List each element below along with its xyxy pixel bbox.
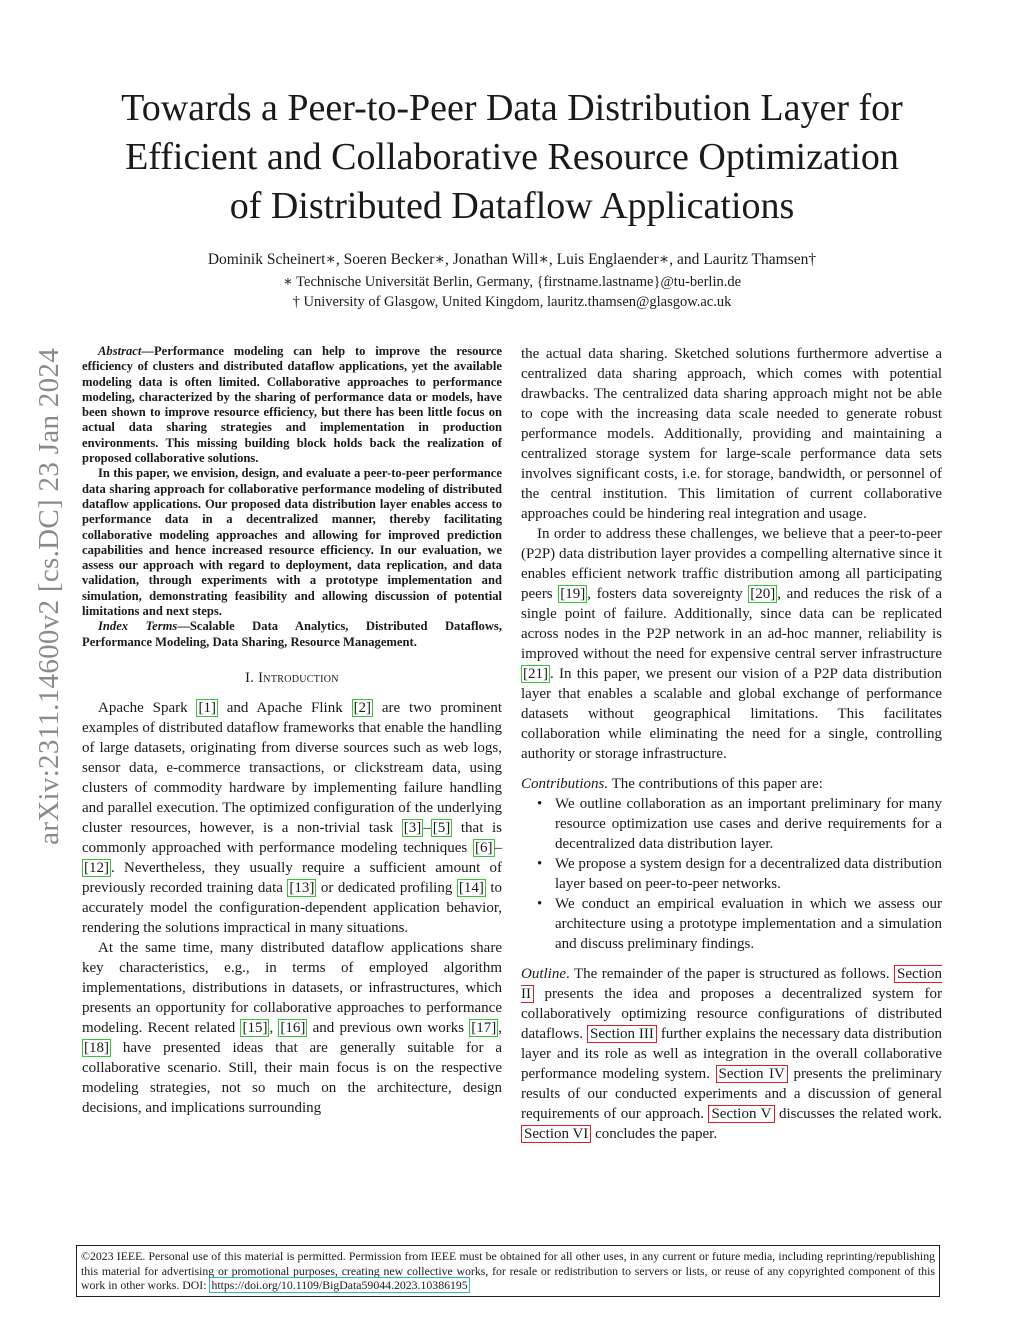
paper-title [60,84,964,231]
outline-label: Outline [521,966,566,982]
section-title: Introduction [258,669,339,686]
title-line: of Distributed Dataflow Applications [229,185,795,227]
citation-link[interactable]: [21] [523,666,548,682]
section-link[interactable]: Section III [587,1025,657,1043]
citation-link[interactable]: [18] [84,1039,109,1056]
title-line: Towards a Peer-to-Peer Data Distribution Layer for [121,87,903,129]
section-heading [82,668,502,688]
citation-link[interactable]: [20] [750,586,776,602]
abstract-paragraph: In this paper, we envision, design, and evaluate a peer-to-peer performance data sharing approach for collaborative performance modeling of distributed dataflow applications. Our proposed data distribution layer enables access to performance data in a decentralized manner, thereby facilitating collaborative modeling approaches and allowing for improved prediction capabilities and hence increased resource efficiency. In our evaluation, we assess our approach with regard to deployment, data replication, and data validation, through experiments with a prototype implementation and simulation, demonstrating feasibility and allowing discussion of potential limitations and next steps. [82,466,502,619]
abstract-paragraph: Performance modeling can help to improve the resource efficiency of clusters and distributed dataflow applications, yet the available modeling data is often limited. Collaborative approaches to performance modeling, characterized by the sharing of performance data or models, have been shown to improve resource efficiency, but there has been little focus on actual data sharing strategies and implementation in production environments. This missing building block holds back the realization of proposed collaborative solutions. [82,344,502,466]
intro-paragraph: At the same time, many distributed dataflow applications share key characteristics, e.g., in terms of employed algorithm implementations, distributions in datasets, or infrastructures, which presents an opportunity for collaborative approaches to performance modeling. Recent related [15] , [16] and previous own works [17] , [18] have presented ideas that are generally suitable for a collaborative scenario. Still, their main focus is on the respective modeling strategies, not so much on the architecture, design decisions, and implications surrounding [82,939,502,1116]
citation-link[interactable]: [13] [289,879,315,896]
index-terms: Index Terms—Scalable Data Analytics, Distributed Dataflows, Performance Modeling, Data Sharing, Resource Management. [82,619,502,649]
section-link[interactable]: Section V [708,1105,774,1123]
citation-link[interactable]: [5] [432,819,451,836]
doi-link[interactable]: https://doi.org/10.1109/BigData59044.2023.10386195 [211,1278,468,1293]
citation-link[interactable]: [16] [280,1019,306,1036]
citation-link[interactable]: [19] [560,586,586,602]
citation-link[interactable]: [1] [198,699,216,716]
list-item: • We outline collaboration as an important preliminary for many resource optimization use cases and derive requirements for a decentralized data distribution layer. [555,794,942,854]
citation-link[interactable]: [14] [458,879,484,896]
section-link[interactable]: Section II [521,966,942,1002]
citation-link[interactable]: [12] [84,859,109,876]
intro-paragraph-continued: the actual data sharing. Sketched solutions furthermore advertise a centralized data sharing approach, which comes with potential drawbacks. The centralized data sharing approach might not be able to cope with the increasing data scale needed to generate robust performance models. Additionally, providing and maintaining a centralized storage system for large-scale performance data sets involves significant costs, i.e. for storage, bandwidth, or personnel of the central institution. This limitation of current collaborative approaches could be hindering real integration and usage. [521,346,942,522]
affiliation-glasgow: † University of Glasgow, United Kingdom, lauritz.thamsen@glasgow.ac.uk [292,294,732,310]
left-column [82,344,502,1118]
section-link[interactable]: Section IV [716,1065,788,1083]
citation-link[interactable]: [6] [475,839,493,856]
affiliation-tu-berlin: ∗ Technische Universität Berlin, Germany, {firstname.lastname}@tu-berlin.de [282,274,742,290]
right-column [521,344,942,1144]
citation-link[interactable]: [17] [471,1019,497,1036]
index-terms-label: Index Terms [98,619,178,634]
author-list: Dominik Scheinert∗, Soeren Becker∗, Jonathan Will∗, Luis Englaender∗, and Lauritz Thamsen† [207,251,817,268]
list-item: • We propose a system design for a decentralized data distribution layer based on peer-to-peer networks. [555,854,942,894]
outline-paragraph: Outline. The remainder of the paper is structured as follows. Section II presents the idea and proposes a decentralized system for collaboratively optimizing resource configurations of distributed dataflows. Section III further explains the necessary data distribution layer and its role as well as integration in the overall collaborative performance modeling system. Section IV presents the preliminary results of our conducted experiments and a discussion of general requirements of our approach. Section V discusses the related work. Section VI concludes the paper. [521,966,943,1142]
intro-paragraph: In order to address these challenges, we believe that a peer-to-peer (P2P) data distribution layer provides a compelling alternative since it enables efficient network traffic distribution among all participating peers [19] , fosters data sovereignty [20] , and reduces the risk of a single point of failure. Additionally, since data can be replicated across nodes in the P2P network in an ad-hoc manner, reliability is improved without the need for expensive central server infrastructure [21] . In this paper, we present our vision of a P2P data distribution layer that enables a scalable and global exchange of performance datasets without geographical limitations. This facilitates collaboration while eliminating the need for a single, controlling authority or storage infrastructure. [521,526,942,762]
contributions-list [521,794,942,954]
arxiv-id: arXiv:2311.14600v2 [cs.DC] 23 Jan 2024 [33,348,65,845]
list-item: • We conduct an empirical evaluation in which we assess our architecture using a prototype implementation and a simulation and discuss preliminary findings. [555,894,942,954]
citation-link[interactable]: [15] [242,1019,268,1036]
section-numeral: I. [245,669,255,686]
copyright-notice: ©2023 IEEE. Personal use of this material is permitted. Permission from IEEE must be obtained for all other uses, in any current or future media, including reprinting/republishing this material for advertising or promotional purposes, creating new collective works, for resale or redistribution to servers or lists, or reuse of any copyrighted component of this work in other works. DOI: https://doi.org/10.1109/BigData59044.2023.10386195 [76,1245,940,1297]
arxiv-stamp [14,348,74,948]
intro-paragraph: Apache Spark [1] and Apache Flink [2] are two prominent examples of distributed dataflow frameworks that enable the handling of large datasets, originating from diverse sources such as web logs, sensor data, e-commerce transactions, or clickstream data, using clusters of commodity hardware by implementing failure handling and parallel execution. The optimized configuration of the underlying cluster resources, however, is a non-trivial task [3] – [5] that is commonly approached with performance modeling techniques [6] –[12] . Nevertheless, they usually require a sufficient amount of previously recorded training data [13] or dedicated profiling [14] to accurately model the configuration-dependent application behavior, rendering the solutions impractical in many situations. [82,699,502,936]
contributions-label: Contributions. [521,776,609,792]
title-line: Efficient and Collaborative Resource Optimization [125,136,899,178]
abstract: Abstract—Performance modeling can help to improve the resource efficiency of clusters and distributed dataflow applications, yet the available modeling data is often limited. Collaborative approaches to performance modeling, characterized by the sharing of performance data or models, have been shown to improve resource efficiency, but there has been little focus on actual data sharing strategies and implementation in production environments. This missing building block holds back the realization of proposed collaborative solutions. In this paper, we envision, design, and evaluate a peer-to-peer performance data sharing approach for collaborative performance modeling of distributed dataflow applications. Our proposed data distribution layer enables access to performance data in a decentralized manner, thereby facilitating collaborative modeling approaches and allowing for improved prediction capabilities and hence increased resource efficiency. In our evaluation, we assess our approach with regard to deployment, data replication, and data validation, through experiments with a prototype implementation and simulation, demonstrating feasibility and allowing discussion of potential limitations and next steps. Index Terms—Scalable Data Analytics, Distributed Dataflows, Performance Modeling, Data Sharing, Resource Management. [82,344,502,649]
abstract-label: Abstract [98,344,142,358]
citation-link[interactable]: [2] [353,699,372,716]
contributions-lead: Contributions. The contributions of this paper are: [521,776,823,792]
section-link[interactable]: Section VI [521,1125,591,1143]
citation-link[interactable]: [3] [403,819,422,836]
